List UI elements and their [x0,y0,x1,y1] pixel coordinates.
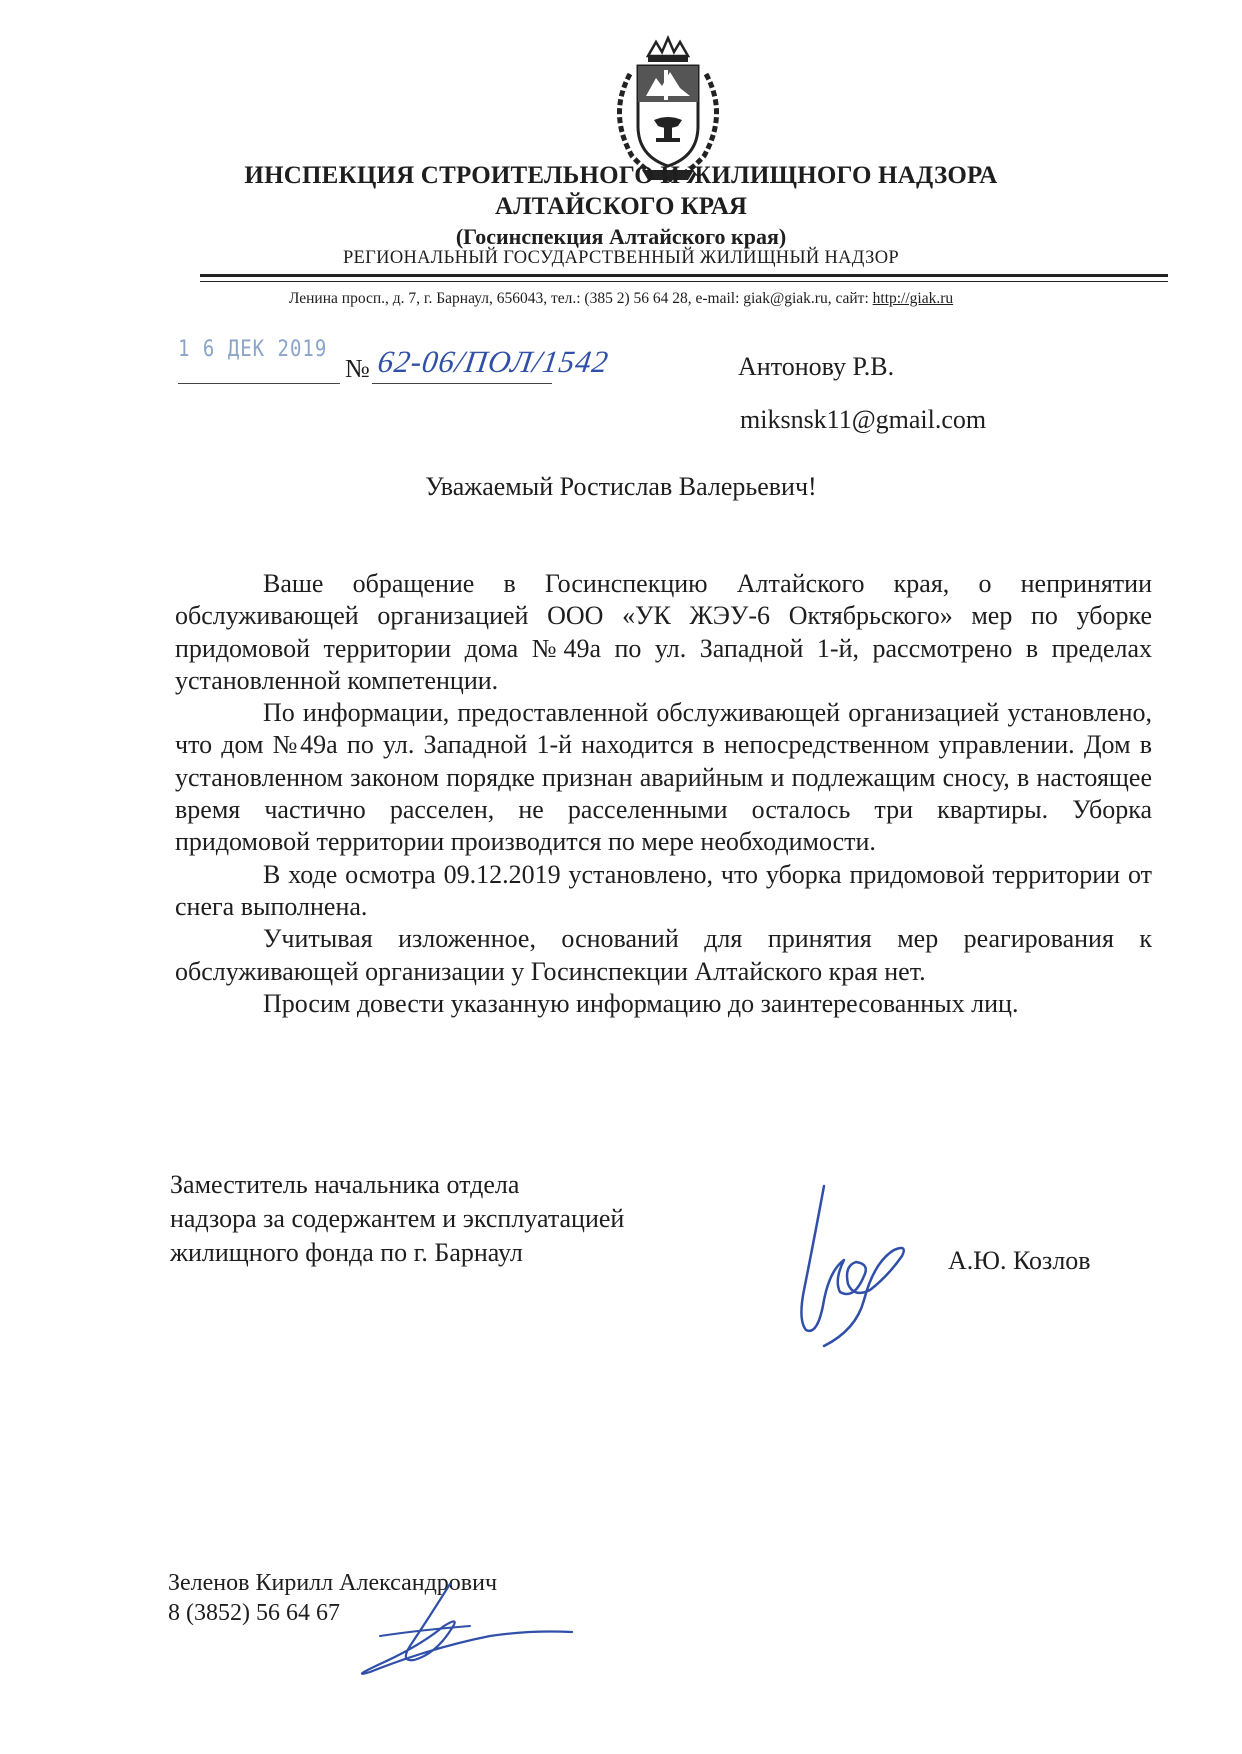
signer-title-line1: Заместитель начальника отдела [170,1170,520,1199]
handwritten-signature [784,1180,914,1350]
signer-title-line2: надзора за содержантем и эксплуатацией [170,1204,625,1233]
executor-phone: 8 (3852) 56 64 67 [168,1600,340,1626]
number-underline [372,383,552,384]
letter-body [175,568,1152,1020]
date-underline [178,383,340,384]
org-address: Ленина просп., д. 7, г. Барнаул, 656043, тел.: (385 2) 56 64 28, e-mail: giak@giak.ru, сайт: [288,290,873,307]
recipient-email: miksnsk11@gmail.com [740,405,987,434]
executor-name: Зеленов Кирилл Александрович [168,1570,498,1596]
org-short-name: (Госинспекция Алтайского края) [455,224,787,249]
org-name-line2: АЛТАЙСКОГО КРАЯ [495,193,747,220]
org-function: РЕГИОНАЛЬНЫЙ ГОСУДАРСТВЕННЫЙ ЖИЛИЩНЫЙ НАДЗОР [342,248,900,268]
paragraph-3: В ходе осмотра 09.12.2019 установлено, что уборка придомовой территории от снега выполнена. [175,859,1152,921]
executor-initials [340,1576,580,1686]
paragraph-2: По информации, предоставленной обслуживающей организацией установлено, что дом №49а по ул. Западной 1-й находится в непосредственном управлении. Дом в установленном законом порядке признан аварийным и подлежащим сносу, в настоящее время частично расселен, не расселенными осталось три квартиры. Уборка придомовой территории производится по мере необходимости. [175,698,1152,857]
site-link[interactable]: http://giak.ru [872,290,954,307]
signer-title-line3: жилищного фонда по г. Барнаул [170,1238,523,1267]
date-stamp: 1 6 ДЕК 2019 [178,336,328,362]
recipient-name: Антонову Р.В. [738,352,895,381]
org-contacts [0,290,1242,308]
signer-title [170,1168,624,1270]
number-sign: № [345,354,370,383]
paragraph-1: Ваше обращение в Госинспекцию Алтайского края, о непринятии обслуживающей организацией ООО «УК ЖЭУ-6 Октябрьского» мер по уборке придомовой территории дома №49а по ул. Западной 1-й, рассмотрено в пределах установленной компетенции. [175,569,1152,695]
header-divider-thick [200,274,1168,277]
header-divider-thin [200,281,1168,282]
paragraph-4: Учитывая изложенное, оснований для принятия мер реагирования к обслуживающей организации у Госинспекции Алтайского края нет. [175,924,1152,986]
registration-number: 62-06/ПОЛ/1542 [375,344,612,379]
org-name-line1: ИНСПЕКЦИЯ СТРОИТЕЛЬНОГО И ЖИЛИЩНОГО НАДЗОРА [244,162,998,189]
paragraph-5: Просим довести указанную информацию до заинтересованных лиц. [263,988,1019,1018]
salutation: Уважаемый Ростислав Валерьевич! [425,472,817,501]
signer-name: А.Ю. Козлов [948,1246,1091,1275]
